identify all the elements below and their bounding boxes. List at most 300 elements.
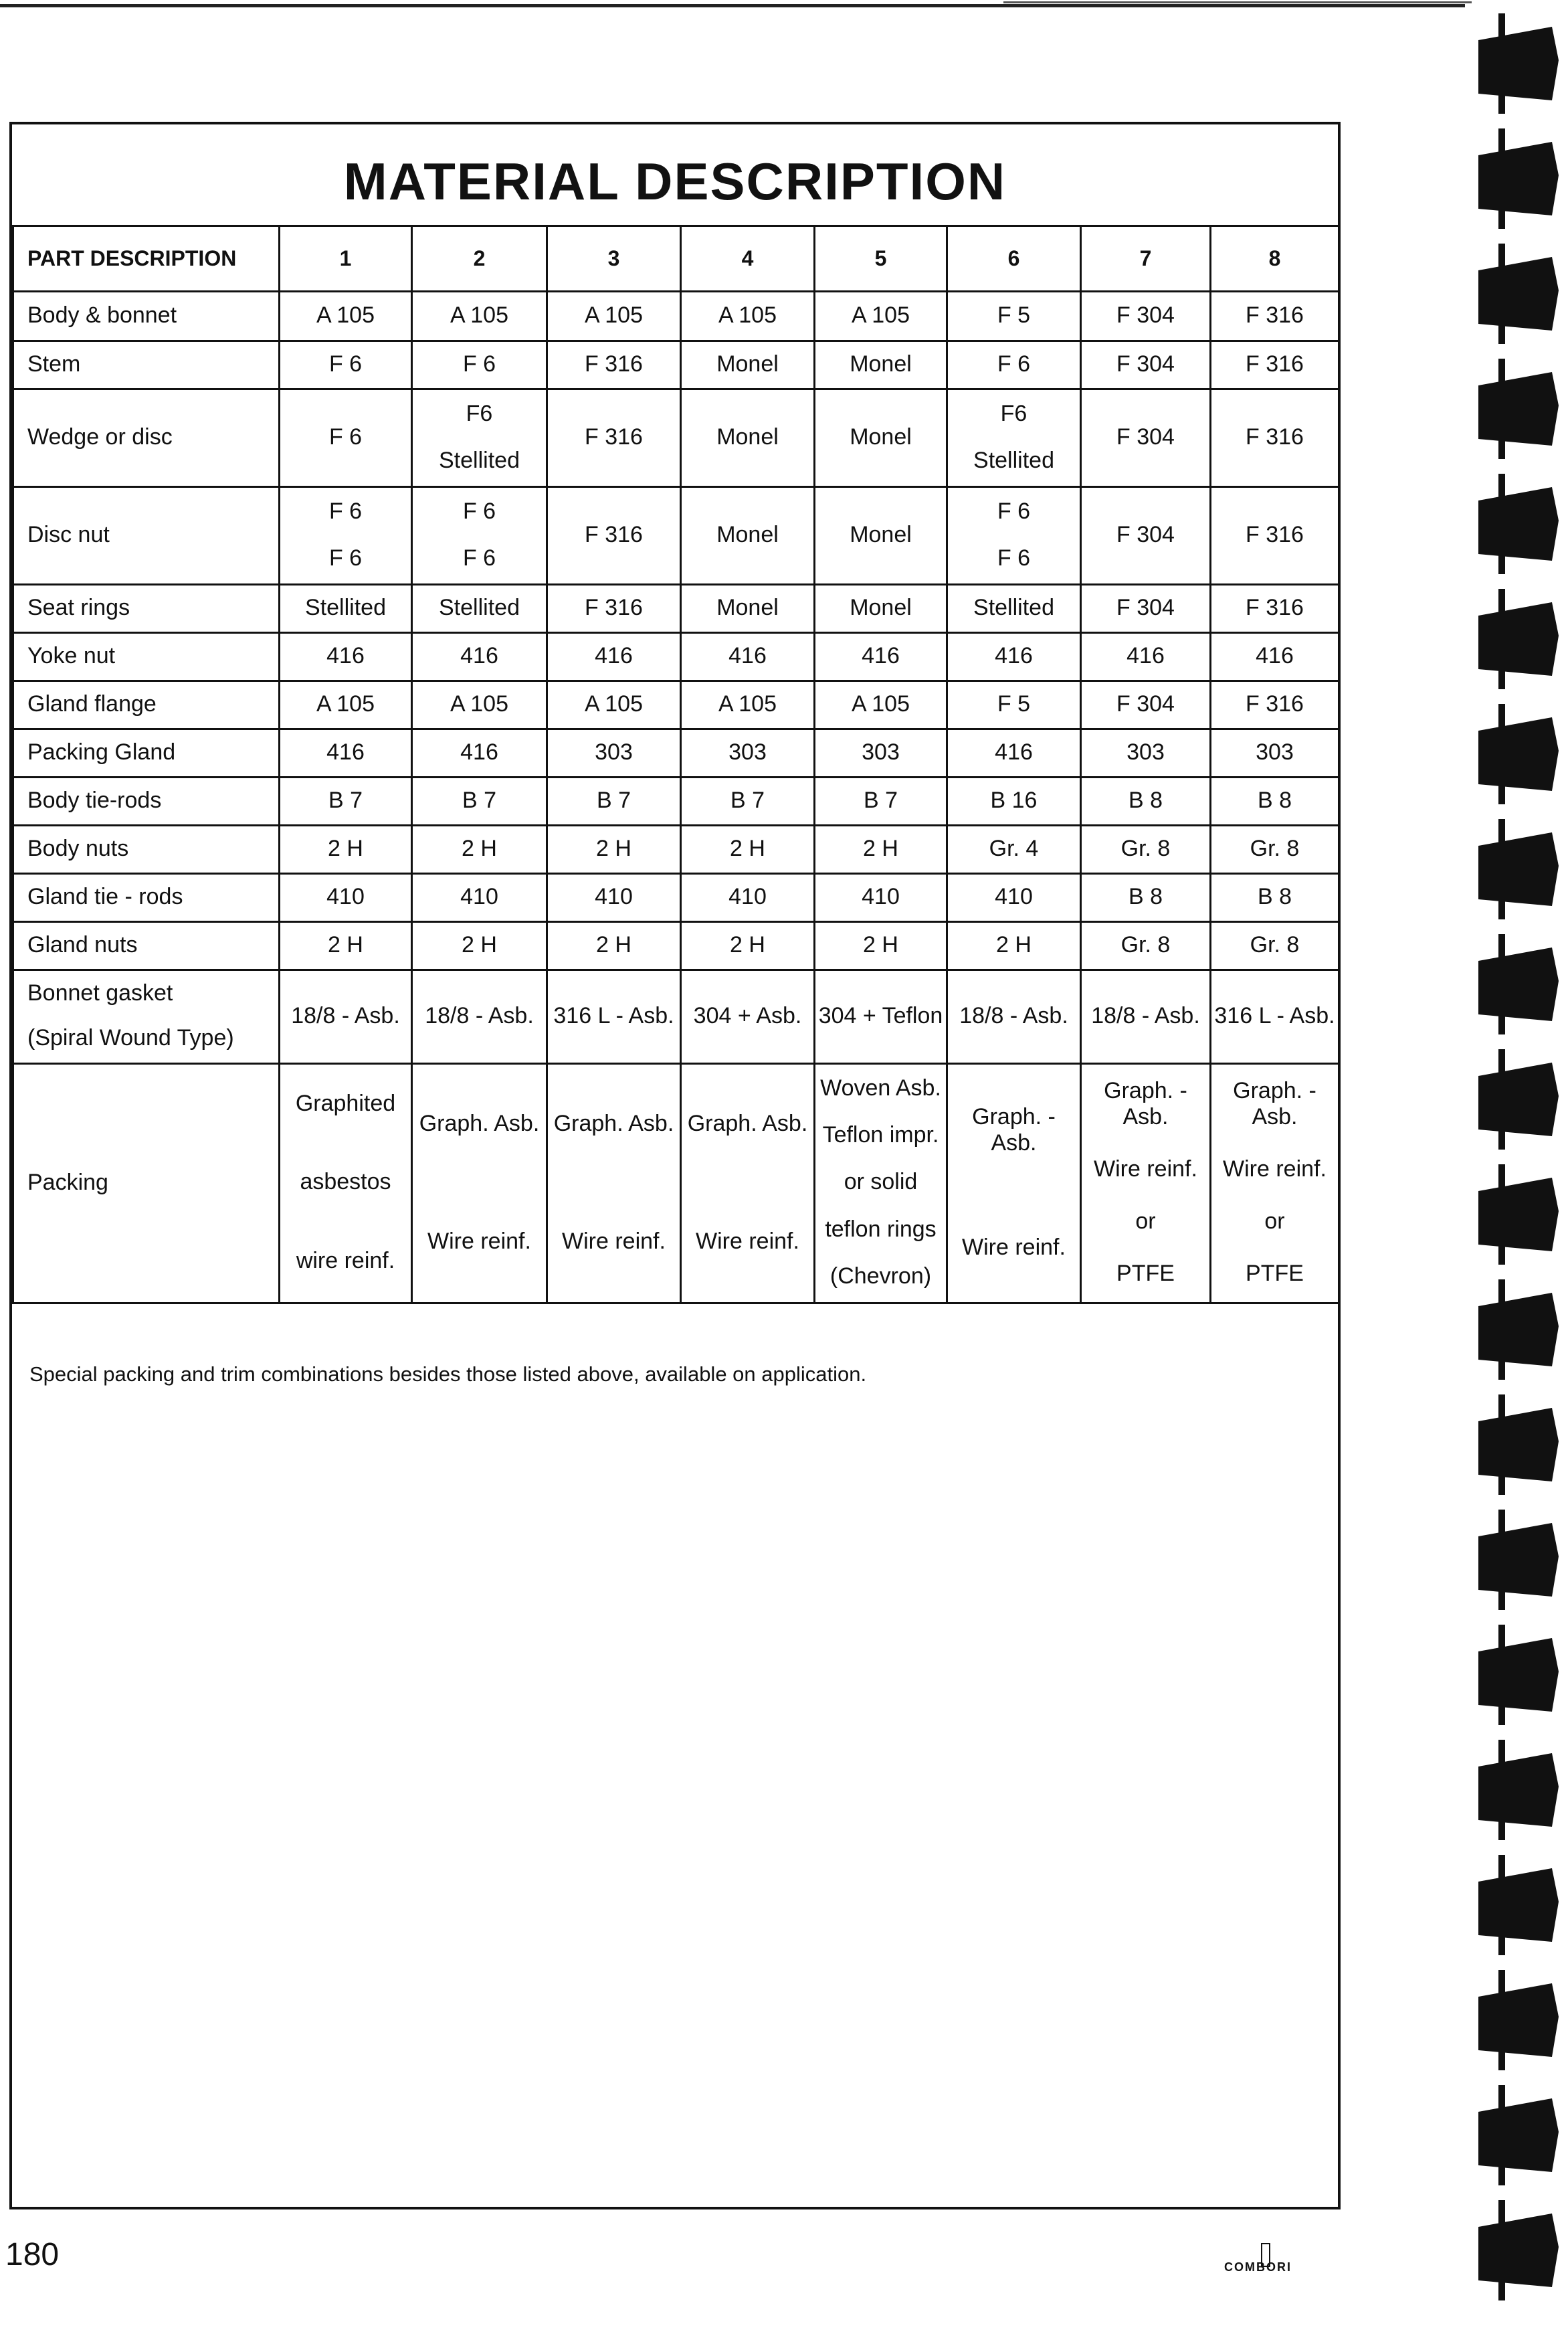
material-cell-line: A 105	[852, 302, 910, 328]
material-cell-line: 410	[460, 883, 498, 909]
material-cell	[947, 292, 1081, 341]
material-cell-line: Monel	[850, 594, 912, 620]
part-name-cell	[13, 778, 280, 826]
material-cell	[1211, 778, 1339, 826]
material-cell-line: F 6	[328, 351, 363, 377]
material-cell	[412, 292, 547, 341]
part-name-cell-line: (Spiral Wound Type)	[27, 1025, 234, 1051]
material-cell	[547, 633, 681, 681]
material-cell-line: 2 H	[328, 931, 363, 958]
material-cell-line: F 316	[585, 521, 643, 547]
header-column-8: 8	[1211, 226, 1339, 292]
material-cell-line: Teflon impr.	[822, 1122, 939, 1148]
material-cell	[1211, 826, 1339, 874]
material-cell	[681, 585, 815, 633]
part-name-cell-line: Seat rings	[27, 594, 130, 620]
material-cell-line: F6	[466, 400, 493, 426]
material-cell	[412, 341, 547, 389]
material-cell-line: F 6	[328, 545, 363, 571]
binding-ring-post	[1498, 704, 1505, 804]
material-cell	[681, 970, 815, 1064]
material-cell-line: 303	[862, 739, 900, 765]
part-name-cell	[13, 826, 280, 874]
material-cell	[547, 970, 681, 1064]
material-cell-line: Wire reinf.	[696, 1228, 799, 1254]
material-cell-line: B 7	[730, 787, 765, 813]
material-cell	[280, 292, 412, 341]
part-name-cell	[13, 1064, 280, 1303]
material-cell-line: wire reinf.	[296, 1247, 395, 1273]
binding-ring-post	[1498, 1049, 1505, 1150]
material-cell	[1081, 729, 1211, 778]
binding-ring-post	[1498, 1164, 1505, 1265]
table-row	[13, 729, 1339, 778]
part-name-cell-line: Packing	[27, 1169, 108, 1195]
binding-ring	[1478, 372, 1559, 446]
material-cell-line: F 5	[997, 302, 1031, 328]
material-cell	[947, 341, 1081, 389]
material-cell-line: 416	[460, 642, 498, 668]
material-cell-line: 2 H	[596, 835, 631, 861]
table-row	[13, 970, 1339, 1064]
material-table	[12, 225, 1340, 1304]
binding-ring-post	[1498, 2200, 1505, 2300]
material-cell	[815, 341, 947, 389]
table-row	[13, 681, 1339, 729]
binding-ring	[1478, 1983, 1559, 2057]
material-cell	[681, 826, 815, 874]
material-cell	[1211, 729, 1339, 778]
material-cell-line: Gr. 8	[1120, 931, 1171, 958]
material-cell	[280, 389, 412, 487]
part-name-cell-line: Stem	[27, 351, 81, 377]
material-cell-line: 2 H	[462, 931, 497, 958]
binding-ring	[1478, 487, 1559, 561]
material-cell	[1211, 633, 1339, 681]
material-cell	[815, 970, 947, 1064]
material-cell	[280, 1064, 412, 1303]
material-cell-line: A 105	[450, 302, 508, 328]
material-cell-line: F 304	[1116, 691, 1175, 717]
material-cell	[412, 633, 547, 681]
material-cell-line: A 105	[718, 302, 777, 328]
material-cell	[412, 1064, 547, 1303]
material-cell-line: Monel	[716, 351, 779, 377]
table-row	[13, 778, 1339, 826]
material-cell	[280, 922, 412, 970]
part-name-cell-line: Gland nuts	[27, 931, 138, 958]
material-cell-line: F 6	[328, 424, 363, 450]
material-cell-line: F 304	[1116, 521, 1175, 547]
material-cell-line: F 316	[1246, 691, 1304, 717]
header-part-description: PART DESCRIPTION	[13, 226, 280, 292]
binding-ring-post	[1498, 128, 1505, 229]
material-cell-line: A 105	[852, 691, 910, 717]
material-cell	[947, 487, 1081, 585]
material-cell-line: Monel	[716, 424, 779, 450]
table-row	[13, 826, 1339, 874]
material-cell-line: A 105	[316, 302, 375, 328]
material-cell-line: 410	[595, 883, 633, 909]
material-cell-line: Monel	[850, 521, 912, 547]
binding-ring-post	[1498, 819, 1505, 919]
material-cell	[1211, 922, 1339, 970]
top-rule-secondary	[1003, 1, 1472, 3]
binding-ring-post	[1498, 934, 1505, 1034]
material-cell	[681, 729, 815, 778]
page-title: MATERIAL DESCRIPTION	[343, 152, 1007, 211]
material-cell	[1081, 292, 1211, 341]
binding-ring	[1478, 27, 1559, 100]
material-cell	[412, 778, 547, 826]
material-cell	[280, 585, 412, 633]
material-cell	[815, 292, 947, 341]
header-column-1: 1	[280, 226, 412, 292]
material-cell-line: 304 + Teflon	[818, 1002, 943, 1028]
material-cell-line: 303	[728, 739, 767, 765]
material-cell-line: Monel	[716, 594, 779, 620]
material-cell	[547, 826, 681, 874]
material-cell-line: PTFE	[1246, 1261, 1304, 1287]
material-cell-line: 416	[862, 642, 900, 668]
part-name-cell	[13, 487, 280, 585]
material-cell	[547, 487, 681, 585]
material-cell-line: asbestos	[300, 1169, 391, 1195]
material-cell-line: 18/8 - Asb.	[291, 1002, 400, 1028]
material-cell	[1081, 778, 1211, 826]
material-cell-line: F 6	[462, 351, 496, 377]
material-cell-line: B 7	[596, 787, 631, 813]
material-cell	[681, 633, 815, 681]
material-cell-line: F6	[1000, 400, 1027, 426]
binding-ring-post	[1498, 1970, 1505, 2070]
material-cell-line: 18/8 - Asb.	[425, 1002, 534, 1028]
material-cell	[681, 874, 815, 922]
table-row	[13, 874, 1339, 922]
material-cell-line: or	[1135, 1208, 1156, 1235]
material-cell	[1081, 874, 1211, 922]
part-name-cell	[13, 341, 280, 389]
material-cell-line: F 304	[1116, 594, 1175, 620]
part-name-cell	[13, 389, 280, 487]
logo-text: COMBORI	[1224, 2260, 1292, 2274]
top-rule	[0, 4, 1465, 7]
binding-ring-post	[1498, 1510, 1505, 1610]
material-cell	[412, 585, 547, 633]
material-cell-line: Graph. - Asb.	[1104, 1077, 1187, 1129]
binding-ring	[1478, 1868, 1559, 1942]
material-cell	[280, 874, 412, 922]
material-cell-line: Graph. Asb.	[687, 1110, 808, 1136]
material-cell-line: F 304	[1116, 351, 1175, 377]
binding-ring	[1478, 947, 1559, 1021]
material-cell-line: PTFE	[1116, 1261, 1175, 1287]
material-cell	[1081, 585, 1211, 633]
table-row	[13, 633, 1339, 681]
binding-ring	[1478, 257, 1559, 331]
material-cell	[815, 585, 947, 633]
binding-ring	[1478, 1293, 1559, 1366]
material-cell	[547, 922, 681, 970]
footnote: Special packing and trim combinations besides those listed above, available on application.	[29, 1362, 867, 1386]
material-cell-line: or solid	[844, 1169, 918, 1195]
material-cell-line: F 316	[585, 594, 643, 620]
material-cell	[412, 389, 547, 487]
material-cell-line: teflon rings	[825, 1216, 937, 1242]
material-cell	[280, 729, 412, 778]
part-name-cell	[13, 874, 280, 922]
material-cell-line: 416	[595, 642, 633, 668]
material-cell-line: Gr. 8	[1250, 931, 1300, 958]
material-cell-line: 2 H	[730, 835, 765, 861]
material-cell-line: Woven Asb.	[820, 1075, 941, 1101]
material-cell-line: 2 H	[863, 931, 898, 958]
material-cell-line: F 316	[585, 351, 643, 377]
material-cell	[815, 633, 947, 681]
material-cell-line: 316 L - Asb.	[1214, 1002, 1335, 1028]
material-cell	[1081, 681, 1211, 729]
material-cell-line: B 16	[990, 787, 1038, 813]
header-column-5: 5	[815, 226, 947, 292]
material-cell	[1081, 970, 1211, 1064]
material-cell-line: Monel	[850, 424, 912, 450]
material-cell	[412, 681, 547, 729]
binding-ring-post	[1498, 244, 1505, 344]
part-name-cell	[13, 633, 280, 681]
material-cell	[412, 874, 547, 922]
table-header-row	[13, 226, 1339, 292]
material-cell-line: Stellited	[305, 594, 386, 620]
material-cell	[1081, 389, 1211, 487]
material-cell	[412, 487, 547, 585]
material-cell-line: Graph. Asb.	[419, 1110, 540, 1136]
material-cell-line: B 7	[863, 787, 898, 813]
table-row	[13, 487, 1339, 585]
material-cell	[947, 778, 1081, 826]
material-cell-line: (Chevron)	[829, 1263, 932, 1289]
material-cell	[1211, 389, 1339, 487]
material-cell	[947, 922, 1081, 970]
page-number: 180	[5, 2237, 60, 2272]
material-cell	[547, 389, 681, 487]
material-cell	[947, 970, 1081, 1064]
table-row	[13, 341, 1339, 389]
material-cell	[412, 826, 547, 874]
material-cell	[280, 826, 412, 874]
material-cell-line: F 304	[1116, 302, 1175, 328]
material-cell	[947, 729, 1081, 778]
material-cell	[815, 874, 947, 922]
material-cell	[947, 874, 1081, 922]
material-cell	[947, 585, 1081, 633]
part-name-cell-line: Disc nut	[27, 521, 110, 547]
material-cell-line: F 5	[997, 691, 1031, 717]
material-cell-line: 303	[1256, 739, 1294, 765]
material-cell-line: F 316	[1246, 351, 1304, 377]
material-cell-line: F 6	[997, 498, 1031, 524]
material-cell-line: Monel	[850, 351, 912, 377]
binding-ring-post	[1498, 1279, 1505, 1380]
material-cell-line: Graph. - Asb.	[972, 1103, 1056, 1156]
header-column-2: 2	[412, 226, 547, 292]
binding-ring-post	[1498, 1740, 1505, 1840]
material-cell	[1211, 681, 1339, 729]
table-row	[13, 922, 1339, 970]
material-cell	[815, 778, 947, 826]
material-cell-line: 410	[862, 883, 900, 909]
binding-ring	[1478, 1638, 1559, 1712]
material-cell	[280, 681, 412, 729]
material-cell-line: Wire reinf.	[1094, 1156, 1197, 1182]
material-cell	[547, 778, 681, 826]
material-cell-line: F 316	[1246, 302, 1304, 328]
material-cell	[280, 778, 412, 826]
material-cell-line: B 8	[1128, 883, 1163, 909]
material-cell	[1081, 922, 1211, 970]
material-cell	[1081, 633, 1211, 681]
material-cell-line: 18/8 - Asb.	[959, 1002, 1068, 1028]
material-cell-line: 416	[995, 642, 1033, 668]
material-cell	[947, 826, 1081, 874]
material-cell	[947, 633, 1081, 681]
material-cell-line: 2 H	[730, 931, 765, 958]
part-name-cell	[13, 729, 280, 778]
material-cell-line: 2 H	[863, 835, 898, 861]
header-column-6: 6	[947, 226, 1081, 292]
material-cell-line: 416	[326, 739, 365, 765]
material-cell-line: F 316	[585, 424, 643, 450]
material-cell	[547, 874, 681, 922]
material-cell-line: 2 H	[996, 931, 1032, 958]
material-cell-line: F 6	[997, 351, 1031, 377]
material-cell-line: F 316	[1246, 594, 1304, 620]
material-cell-line: Graph. Asb.	[553, 1110, 674, 1136]
material-cell-line: A 105	[585, 302, 643, 328]
material-cell	[815, 922, 947, 970]
spiral-binding	[1458, 0, 1568, 2350]
part-name-cell-line: Body tie-rods	[27, 787, 162, 813]
part-name-cell	[13, 970, 280, 1064]
material-cell-line: Graphited	[295, 1091, 396, 1117]
binding-ring	[1478, 1753, 1559, 1827]
material-cell-line: B 7	[328, 787, 363, 813]
binding-ring-post	[1498, 2085, 1505, 2185]
material-cell-line: 410	[728, 883, 767, 909]
material-cell-line: Wire reinf.	[1223, 1156, 1327, 1182]
material-cell-line: F 6	[328, 498, 363, 524]
table-row	[13, 389, 1339, 487]
material-cell-line: B 8	[1128, 787, 1163, 813]
material-cell	[681, 1064, 815, 1303]
material-cell-line: A 105	[450, 691, 508, 717]
material-cell-line: Stellited	[973, 447, 1054, 473]
material-cell-line: 416	[995, 739, 1033, 765]
material-cell-line: Gr. 4	[989, 835, 1039, 861]
material-cell-line: Gr. 8	[1120, 835, 1171, 861]
material-cell-line: 410	[995, 883, 1033, 909]
material-cell	[947, 681, 1081, 729]
company-logo	[1224, 2243, 1311, 2276]
material-cell-line: F 316	[1246, 521, 1304, 547]
material-cell-line: 416	[728, 642, 767, 668]
material-cell	[547, 292, 681, 341]
binding-ring	[1478, 1523, 1559, 1597]
binding-ring-post	[1498, 474, 1505, 574]
part-name-cell-line: Body & bonnet	[27, 302, 177, 328]
table-row	[13, 585, 1339, 633]
material-cell-line: or	[1264, 1208, 1285, 1235]
material-cell	[547, 585, 681, 633]
header-column-7: 7	[1081, 226, 1211, 292]
part-name-cell	[13, 585, 280, 633]
material-cell	[947, 1064, 1081, 1303]
binding-ring	[1478, 142, 1559, 215]
material-cell	[815, 729, 947, 778]
material-cell-line: 410	[326, 883, 365, 909]
material-cell	[1211, 292, 1339, 341]
material-cell-line: A 105	[316, 691, 375, 717]
binding-ring	[1478, 602, 1559, 676]
material-cell	[412, 970, 547, 1064]
material-cell-line: Stellited	[973, 594, 1054, 620]
material-cell	[681, 681, 815, 729]
header-column-4: 4	[681, 226, 815, 292]
material-cell	[1211, 970, 1339, 1064]
binding-ring-post	[1498, 1855, 1505, 1955]
header-column-3: 3	[547, 226, 681, 292]
table-row	[13, 292, 1339, 341]
material-cell-line: 416	[1126, 642, 1165, 668]
part-name-cell-line: Bonnet gasket	[27, 980, 173, 1006]
material-cell	[815, 826, 947, 874]
material-cell-line: F 6	[462, 545, 496, 571]
material-cell	[815, 681, 947, 729]
material-cell-line: Monel	[716, 521, 779, 547]
binding-ring	[1478, 717, 1559, 791]
material-cell	[280, 970, 412, 1064]
material-frame	[9, 122, 1341, 2209]
part-name-cell-line: Gland flange	[27, 691, 157, 717]
material-cell	[1081, 826, 1211, 874]
material-cell-line: B 8	[1257, 787, 1292, 813]
table-row	[13, 1064, 1339, 1303]
material-cell-line: A 105	[718, 691, 777, 717]
material-cell-line: 303	[595, 739, 633, 765]
material-cell-line: B 8	[1257, 883, 1292, 909]
material-cell	[681, 292, 815, 341]
binding-ring-post	[1498, 359, 1505, 459]
material-cell-line: Wire reinf.	[962, 1235, 1066, 1261]
material-cell	[681, 778, 815, 826]
binding-ring	[1478, 1063, 1559, 1136]
part-name-cell-line: Wedge or disc	[27, 424, 173, 450]
material-cell-line: 2 H	[462, 835, 497, 861]
material-cell-line: 2 H	[328, 835, 363, 861]
material-cell	[815, 1064, 947, 1303]
material-cell	[280, 487, 412, 585]
material-cell	[681, 487, 815, 585]
material-cell-line: 416	[326, 642, 365, 668]
material-cell	[1211, 585, 1339, 633]
material-cell	[947, 389, 1081, 487]
material-cell-line: Gr. 8	[1250, 835, 1300, 861]
material-cell-line: F 304	[1116, 424, 1175, 450]
binding-ring-post	[1498, 589, 1505, 689]
part-name-cell	[13, 292, 280, 341]
material-cell	[1081, 487, 1211, 585]
material-cell	[1211, 1064, 1339, 1303]
material-cell	[1081, 341, 1211, 389]
